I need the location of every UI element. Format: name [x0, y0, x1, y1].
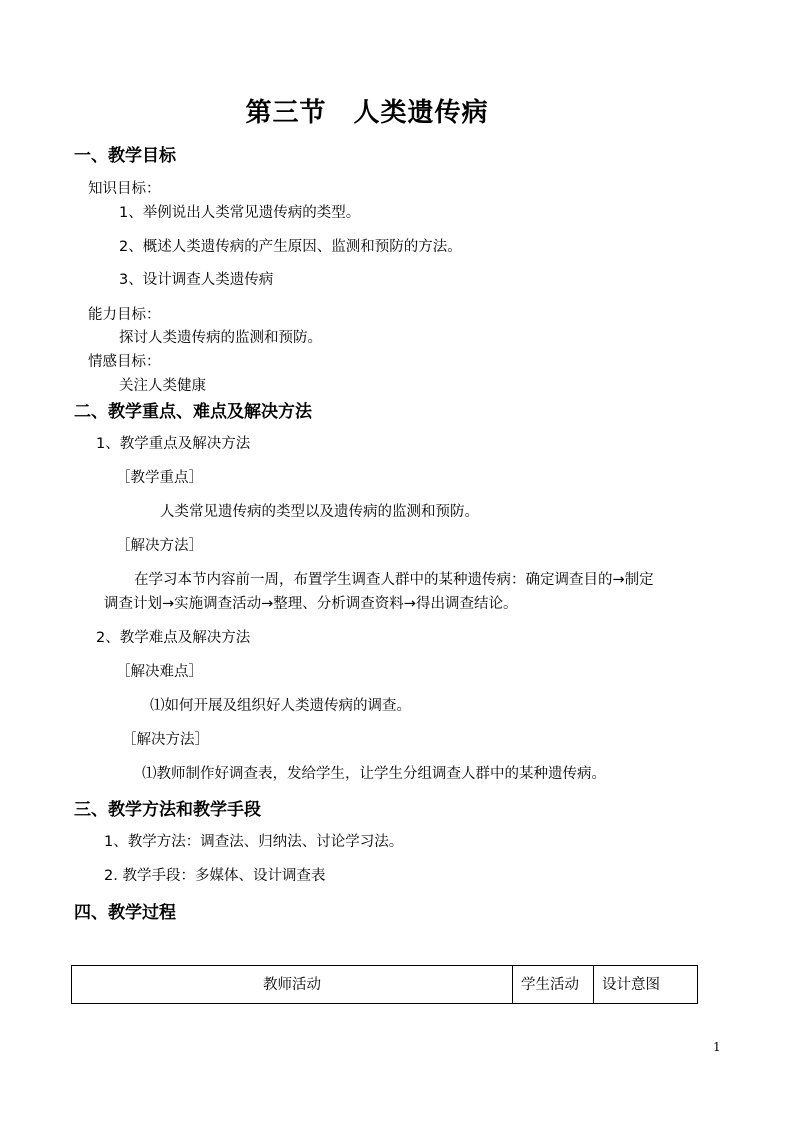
- ability-label: 能力目标：: [88, 307, 161, 323]
- table-header-cell: 设计意图: [594, 966, 698, 1004]
- difficulty-label: ［解决难点］: [116, 664, 203, 680]
- emotion-text: 关注人类健康: [119, 378, 206, 394]
- teaching-process-table: [71, 965, 698, 1004]
- method-label: ［解决方法］: [116, 538, 203, 554]
- section-heading-methods: 三、教学方法和教学手段: [74, 800, 261, 820]
- table-header-cell: 教师活动: [72, 966, 513, 1004]
- knowledge-item: 1、举例说出人类常见遗传病的类型。: [119, 205, 361, 221]
- knowledge-item: 2、概述人类遗传病的产生原因、监测和预防的方法。: [119, 239, 462, 255]
- knowledge-item: 3、设计调查人类遗传病: [119, 272, 274, 288]
- section-heading-objectives: 一、教学目标: [74, 146, 176, 166]
- subsection-key-points: 1、教学重点及解决方法: [96, 436, 251, 452]
- key-label: ［教学重点］: [116, 470, 203, 486]
- method-text-2: ⑴教师制作好调查表，发给学生，让学生分组调查人群中的某种遗传病。: [142, 766, 606, 782]
- section-heading-key-points: 二、教学重点、难点及解决方法: [74, 402, 312, 422]
- page-title: 第三节 人类遗传病: [245, 98, 489, 128]
- table-header-row: [72, 966, 698, 1004]
- key-text: 人类常见遗传病的类型以及遗传病的监测和预防。: [160, 504, 479, 520]
- method-text-continued: 调查计划→实施调查活动→整理、分析调查资料→得出调查结论。: [104, 596, 518, 612]
- emotion-label: 情感目标：: [88, 354, 161, 370]
- page-number: 1: [713, 1040, 721, 1054]
- subsection-difficulties: 2、教学难点及解决方法: [96, 630, 251, 646]
- ability-text: 探讨人类遗传病的监测和预防。: [119, 330, 322, 346]
- table-header-cell: 学生活动: [513, 966, 594, 1004]
- teaching-means-item: 2. 教学手段：多媒体、设计调查表: [104, 868, 326, 884]
- method-text: 在学习本节内容前一周，布置学生调查人群中的某种遗传病：确定调查目的→制定: [134, 572, 654, 588]
- knowledge-label: 知识目标：: [88, 181, 161, 197]
- difficulty-text: ⑴如何开展及组织好人类遗传病的调查。: [150, 698, 411, 714]
- section-heading-process: 四、教学过程: [74, 903, 176, 923]
- teaching-method-item: 1、教学方法：调查法、归纳法、讨论学习法。: [104, 834, 404, 850]
- method-label-2: ［解决方法］: [122, 732, 209, 748]
